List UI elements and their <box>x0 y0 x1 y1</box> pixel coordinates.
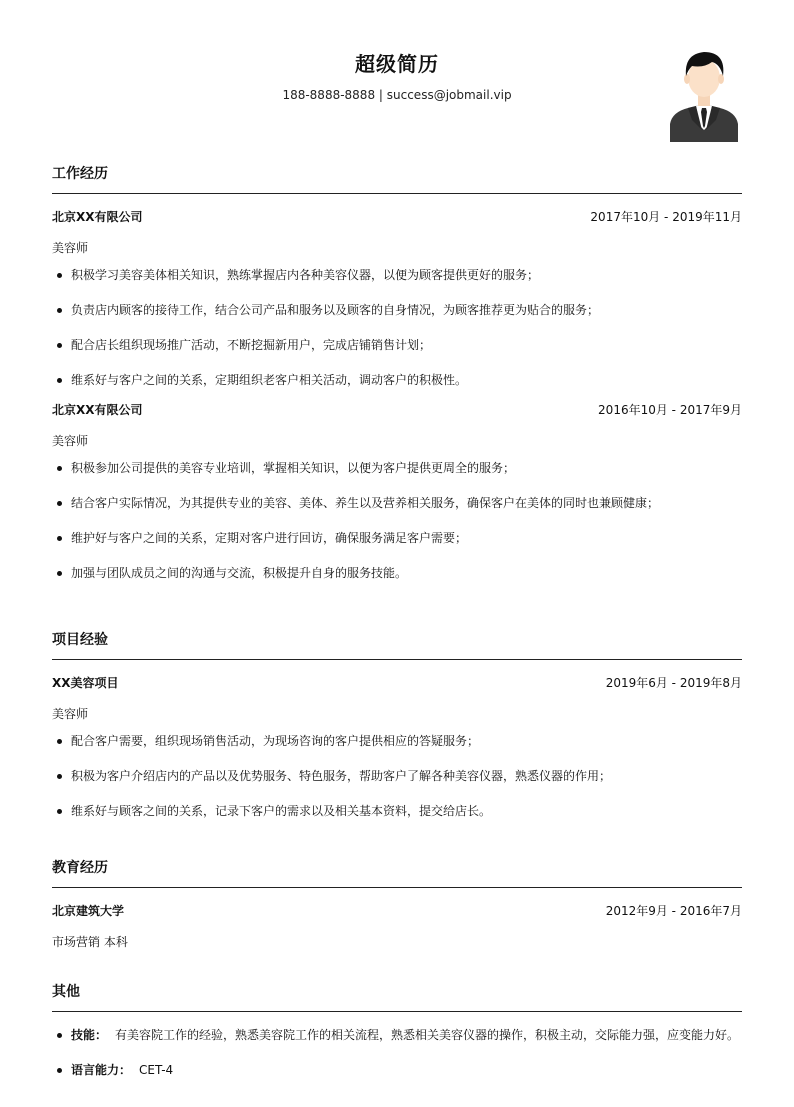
bullet-item: 维护好与客户之间的关系，定期对客户进行回访，确保服务满足客户需要； <box>52 531 742 545</box>
bullet-item: 积极参加公司提供的美容专业培训，掌握相关知识，以便为客户提供更周全的服务； <box>52 461 742 475</box>
resume-name: 超级简历 <box>355 52 439 76</box>
entry-role: 美容师 <box>52 707 89 721</box>
work-entry <box>52 208 742 387</box>
contact-info: 188-8888-8888 | success@jobmail.vip <box>282 88 512 102</box>
entry-role: 美容师 <box>52 241 89 255</box>
entry-role: 美容师 <box>52 434 89 448</box>
other-item-language <box>52 1063 742 1077</box>
other-value: CET-4 <box>139 1063 174 1077</box>
avatar-icon <box>668 46 740 142</box>
entry-date: 2017年10月 - 2019年11月 <box>590 210 742 224</box>
education-section <box>52 857 742 950</box>
other-value: 有美容院工作的经验，熟悉美容院工作的相关流程，熟悉相关美容仪器的操作，积极主动，交际能力强，应变能力好。 <box>115 1028 740 1042</box>
other-item-skills <box>52 1028 742 1042</box>
education-entry <box>52 902 742 950</box>
entry-school: 北京建筑大学 <box>52 904 125 918</box>
bullet-item: 配合客户需要，组织现场销售活动，为现场咨询的客户提供相应的答疑服务； <box>52 734 742 748</box>
entry-bullets <box>52 734 742 818</box>
section-title-project: 项目经验 <box>52 629 742 660</box>
other-key: 技能： <box>71 1028 108 1042</box>
project-experience-section <box>52 629 742 818</box>
bullet-item: 配合店长组织现场推广活动，不断挖掘新用户，完成店铺销售计划； <box>52 338 742 352</box>
other-key: 语言能力： <box>71 1063 132 1077</box>
entry-major: 市场营销 本科 <box>52 935 128 949</box>
entry-company: 北京XX有限公司 <box>52 403 143 417</box>
entry-bullets <box>52 268 742 387</box>
entry-bullets <box>52 461 742 580</box>
bullet-item: 加强与团队成员之间的沟通与交流，积极提升自身的服务技能。 <box>52 566 742 580</box>
entry-date: 2016年10月 - 2017年9月 <box>598 403 742 417</box>
other-section <box>52 981 742 1077</box>
bullet-item: 积极学习美容美体相关知识，熟练掌握店内各种美容仪器，以便为顾客提供更好的服务； <box>52 268 742 282</box>
entry-date: 2019年6月 - 2019年8月 <box>605 676 742 690</box>
bullet-item: 积极为客户介绍店内的产品以及优势服务、特色服务，帮助客户了解各种美容仪器，熟悉仪器的作用； <box>52 769 742 783</box>
bullet-item: 维系好与顾客之间的关系，记录下客户的需求以及相关基本资料，提交给店长。 <box>52 804 742 818</box>
entry-project-name: XX美容项目 <box>52 676 119 690</box>
project-entry <box>52 674 742 818</box>
bullet-item: 负责店内顾客的接待工作，结合公司产品和服务以及顾客的自身情况，为顾客推荐更为贴合的服务； <box>52 303 742 317</box>
bullet-item: 维系好与客户之间的关系，定期组织老客户相关活动，调动客户的积极性。 <box>52 373 742 387</box>
entry-company: 北京XX有限公司 <box>52 210 143 224</box>
bullet-item: 结合客户实际情况，为其提供专业的美容、美体、养生以及营养相关服务，确保客户在美体的同时也兼顾健康； <box>52 496 742 510</box>
section-title-other: 其他 <box>52 981 742 1012</box>
work-entry <box>52 401 742 580</box>
section-title-education: 教育经历 <box>52 857 742 888</box>
resume-header <box>0 0 794 150</box>
section-title-work: 工作经历 <box>52 163 742 194</box>
work-experience-section <box>52 163 742 580</box>
entry-date: 2012年9月 - 2016年7月 <box>605 904 742 918</box>
other-list <box>52 1028 742 1077</box>
